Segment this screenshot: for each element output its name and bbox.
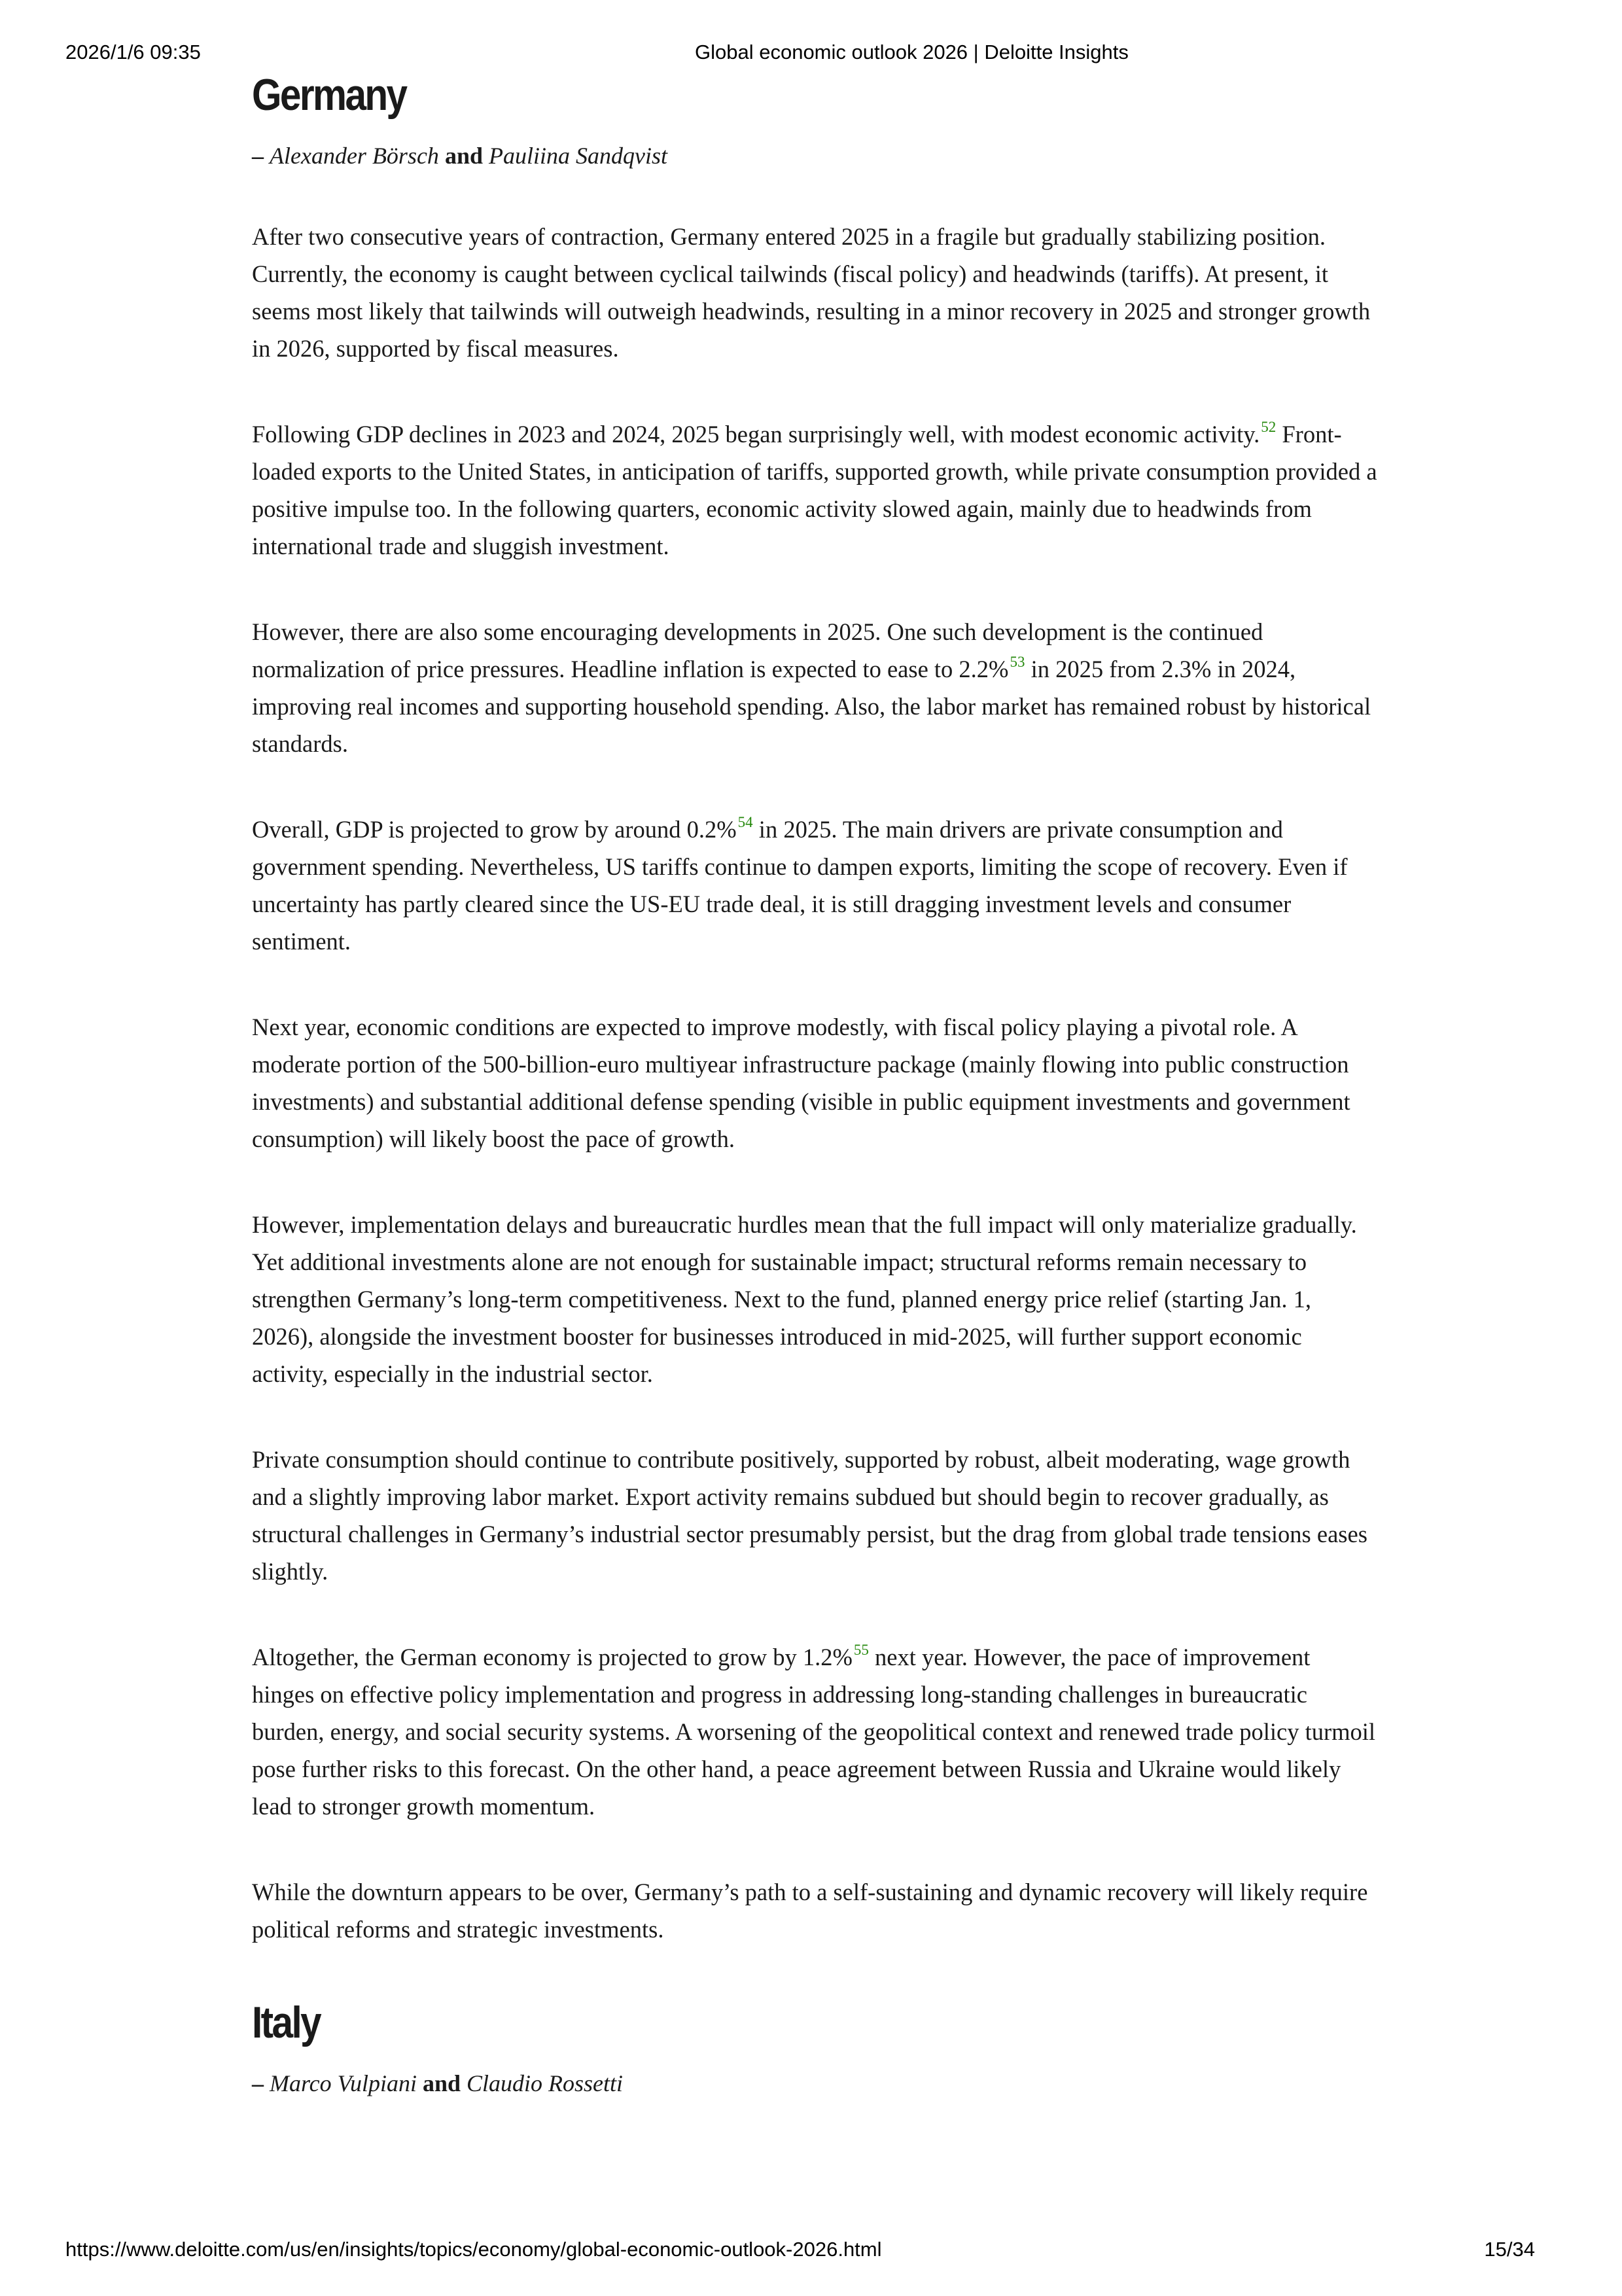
section-title-germany: Germany: [252, 70, 406, 120]
section-title-italy: Italy: [252, 1998, 321, 2048]
paragraph: While the downturn appears to be over, Germany’s path to a self-sustaining and dynamic recovery will likely require political reforms and strategic investments.: [252, 1879, 1368, 1943]
footnote-link[interactable]: 52: [1261, 419, 1277, 436]
paragraph: Next year, economic conditions are expected to improve modestly, with fiscal policy playing a pivotal role. A moderate portion of the 500-billion-euro multiyear infrastructure package (mainly flowing into public construction investments) and substantial additional defense spending (visible in public equipment investments and government consumption) will likely boost the pace of growth.: [252, 1014, 1350, 1153]
byline-italy: [252, 2068, 1377, 2099]
footnote-link[interactable]: 53: [1010, 654, 1025, 671]
byline-dash: –: [252, 2070, 264, 2096]
paragraph: However, implementation delays and bureaucratic hurdles mean that the full impact will only materialize gradually. Yet additional investments alone are not enough for sustainable impact; structural reforms remain necessary to strengthen Germany’s long-term competitiveness. Next to the fund, planned energy price relief (starting Jan. 1, 2026), alongside the investment booster for businesses introduced in mid-2025, will further support economic activity, especially in the industrial sector.: [252, 1211, 1357, 1388]
byline-dash: –: [252, 142, 264, 169]
section-germany: [252, 69, 1377, 1948]
paragraph-text: in 2025. The main drivers are private consumption and government spending. Nevertheless, US tariffs continue to dampen exports, limiting the scope of recovery. Even if uncertainty has partly cleared since the US-EU trade deal, it is still dragging investment levels and consumer sentiment.: [252, 816, 1348, 955]
print-url: https://www.deloitte.com/us/en/insights/topics/economy/global-economic-outlook-2026.html: [65, 2238, 882, 2261]
paragraph-text: Overall, GDP is projected to grow by around 0.2%: [252, 816, 737, 843]
paragraph-text: Following GDP declines in 2023 and 2024, 2025 began surprisingly well, with modest economic activity.: [252, 421, 1260, 448]
byline-and: and: [444, 142, 483, 169]
paragraph: [252, 613, 1377, 762]
paragraph-text: However, there are also some encouraging developments in 2025. One such development is the continued normalization of price pressures. Headline inflation is expected to ease to 2.2%: [252, 618, 1263, 683]
paragraph-text: next year. However, the pace of improvement hinges on effective policy implementation and progress in addressing long-standing challenges in bureaucratic burden, energy, and social security systems. A worsening of the geopolitical context and renewed trade policy turmoil pose further risks to this forecast. On the other hand, a peace agreement between Russia and Ukraine would likely lead to stronger growth momentum.: [252, 1644, 1376, 1820]
section-italy: [252, 1996, 1377, 2098]
paragraph: Private consumption should continue to contribute positively, supported by robust, albeit moderating, wage growth and a slightly improving labor market. Export activity remains subdued but should begin to recover gradually, as structural challenges in Germany’s industrial sector presumably persist, but the drag from global trade tensions eases slightly.: [252, 1446, 1367, 1585]
paragraph: [252, 811, 1377, 960]
author-link[interactable]: Alexander Börsch: [270, 142, 439, 169]
article-body: [252, 69, 1377, 2099]
author-link[interactable]: Claudio Rossetti: [467, 2070, 624, 2096]
paragraph-text: Altogether, the German economy is projected to grow by 1.2%: [252, 1644, 853, 1671]
byline-germany: [252, 141, 1377, 171]
paragraph: After two consecutive years of contraction, Germany entered 2025 in a fragile but gradually stabilizing position. Currently, the economy is caught between cyclical tailwinds (fiscal policy) and headwinds (tariffs). At present, it seems most likely that tailwinds will outweigh headwinds, resulting in a minor recovery in 2025 and stronger growth in 2026, supported by fiscal measures.: [252, 223, 1371, 362]
footnote-link[interactable]: 54: [737, 814, 753, 831]
author-link[interactable]: Marco Vulpiani: [270, 2070, 417, 2096]
footnote-link[interactable]: 55: [853, 1642, 869, 1659]
paragraph: [252, 415, 1377, 565]
page-number: 15/34: [1484, 2238, 1535, 2261]
germany-paragraphs: [252, 218, 1377, 1948]
author-link[interactable]: Pauliina Sandqvist: [488, 142, 667, 169]
print-datetime: 2026/1/6 09:35: [65, 41, 201, 63]
byline-and: and: [422, 2070, 461, 2096]
paragraph: [252, 1638, 1377, 1825]
paragraph-text: in 2025 from 2.3% in 2024, improving real incomes and supporting household spending. Also, the labor market has remained robust by historical standards.: [252, 656, 1371, 758]
paragraph-text: Front-loaded exports to the United States, in anticipation of tariffs, supported growth, while private consumption provided a positive impulse too. In the following quarters, economic activity slowed again, mainly due to headwinds from international trade and sluggish investment.: [252, 421, 1377, 560]
print-page-title: Global economic outlook 2026 | Deloitte Insights: [695, 41, 1129, 63]
print-header: [0, 41, 1622, 67]
print-footer: [0, 2238, 1622, 2264]
